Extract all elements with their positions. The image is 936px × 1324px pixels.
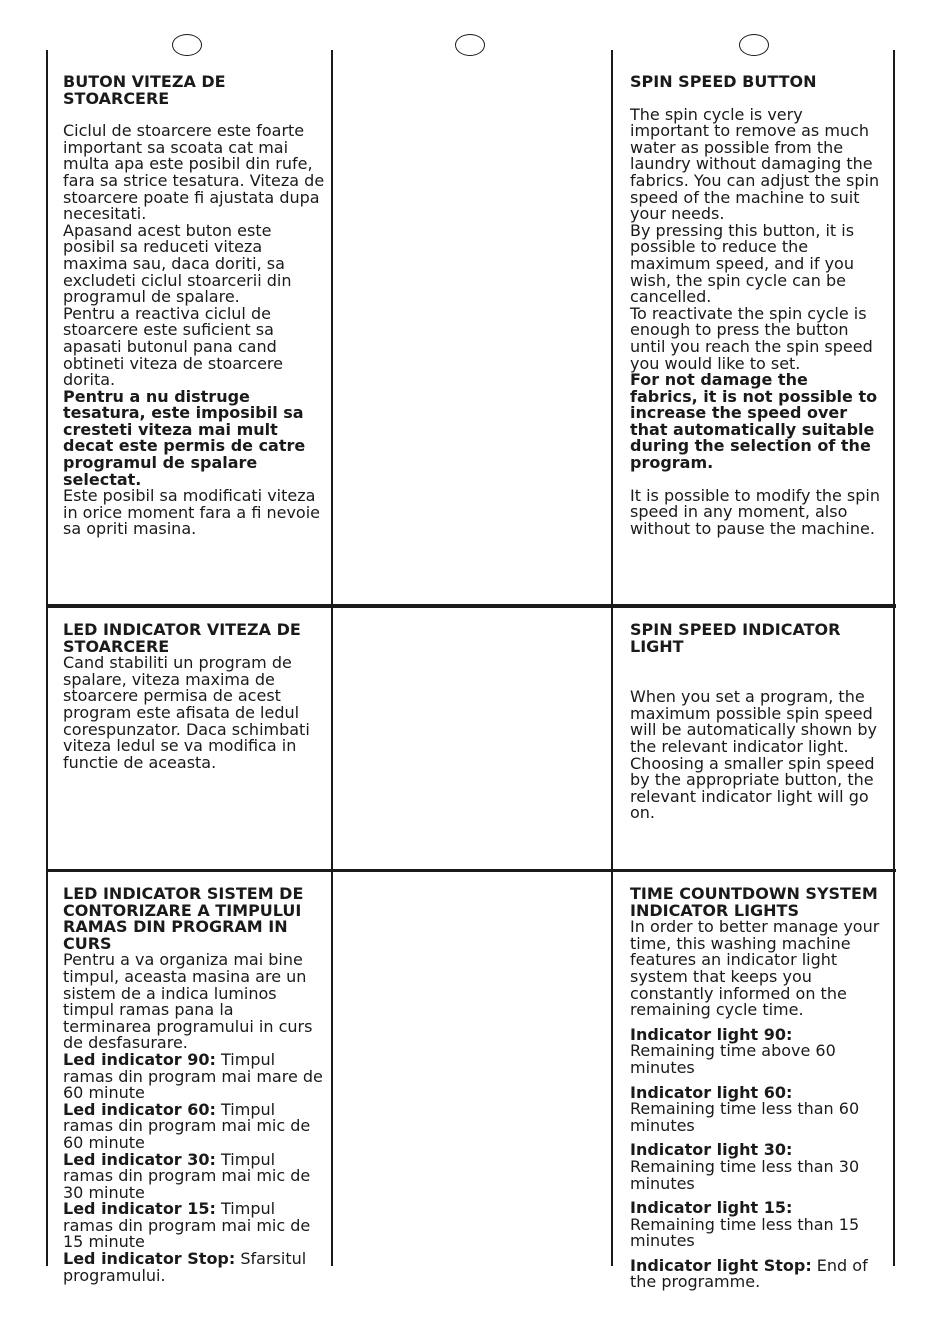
item-text: Timpul ramas din program mai mic de 15 minute [63,1199,311,1252]
section-title: SPIN SPEED BUTTON [630,72,817,91]
warning-paragraph: For not damage the fabrics, it is not possible to increase the speed over that automatically suitable during the selection of the program. [630,370,878,473]
list-item [63,1251,325,1284]
item-text: Sfarsitul programului. [63,1249,307,1285]
item-text: Remaining time less than 30 minutes [630,1156,860,1193]
item-label: Led indicator 60: [63,1099,216,1119]
list-item [63,1049,325,1103]
item-label: Indicator light 15: [630,1198,793,1218]
time-countdown-ro-cell [63,886,325,1284]
column-divider-middle-right [611,50,613,1266]
list-item [630,1024,880,1077]
item-text: Remaining time above 60 minutes [630,1041,836,1077]
item-text: Timpul ramas din program mai mare de 60 minute [63,1049,323,1103]
item-label: Led indicator Stop: [63,1249,236,1269]
spin-indicator-en-cell [630,622,880,822]
list-item [630,1200,880,1250]
list-item [630,1082,880,1135]
item-label: Led indicator 15: [63,1199,216,1219]
paragraph: By pressing this button, it is possible to reduce the maximum speed, and if you wish, the spin cycle can be cancelled. [630,220,855,307]
item-label: Indicator light 60: [630,1082,793,1102]
section-title: SPIN SPEED INDICATOR LIGHT [630,620,841,656]
list-item [63,1149,325,1202]
paragraph: Ciclul de stoarcere este foarte important sa scoata cat mai multa apa este posibil din rufe, fara sa strice tesatura. Viteza de stoarcere poate fi ajustata dupa necesitati. [63,121,325,224]
paragraph: Pentru a va organiza mai bine timpul, aceasta masina are un sistem de a indica luminos timpul ramas pana la terminarea programului in curs de desfasurare. [63,950,313,1053]
spin-button-ro-cell [63,74,325,538]
paragraph: Este posibil sa modificati viteza in orice moment fara a fi nevoie sa opriti masina. [63,486,321,539]
paragraph: Pentru a reactiva ciclul de stoarcere este suficient sa apasati butonul pana cand obtineti viteza de stoarcere dorita. [63,303,283,390]
section-title: LED INDICATOR VITEZA DE STOARCERE [63,620,301,656]
language-circle-en [739,34,769,56]
row-divider-2 [46,869,896,872]
section-title: BUTON VITEZA DE STOARCERE [63,72,226,108]
item-text: Timpul ramas din program mai mic de 30 minute [63,1149,311,1202]
list-item [630,1142,880,1192]
language-circle-middle [455,34,485,56]
spin-indicator-ro-cell [63,622,325,771]
warning-paragraph: Pentru a nu distruge tesatura, este imposibil sa cresteti viteza mai mult decat este permis de catre programul de spalare selectat. [63,386,306,489]
item-label: Led indicator 90: [63,1049,216,1069]
item-label: Indicator light 30: [630,1140,793,1160]
list-item [630,1255,880,1292]
time-countdown-en-cell [630,886,880,1291]
item-text: Timpul ramas din program mai mic de 60 minute [63,1099,311,1152]
item-text: Remaining time less than 60 minutes [630,1099,860,1135]
item-label: Indicator light Stop: [630,1255,812,1275]
section-title: TIME COUNTDOWN SYSTEM INDICATOR LIGHTS [630,884,878,920]
item-text: End of the programme. [630,1255,868,1292]
spin-button-en-cell [630,74,880,537]
paragraph: Choosing a smaller spin speed by the appropriate button, the relevant indicator light will go on. [630,753,875,823]
paragraph: Cand stabiliti un program de spalare, viteza maxima de stoarcere permisa de acest program este afisata de ledul corespunzator. Daca schimbati viteza ledul se va modifica in functie de aceasta. [63,653,310,772]
paragraph: The spin cycle is very important to remove as much water as possible from the laundry without damaging the fabrics. You can adjust the spin speed of the machine to suit your needs. [630,104,880,224]
column-divider-middle-left [331,50,333,1266]
paragraph: To reactivate the spin cycle is enough to press the button until you reach the spin speed you would like to set. [630,303,873,373]
list-item [63,1201,325,1251]
item-label: Indicator light 90: [630,1024,793,1044]
paragraph: Apasand acest buton este posibil sa reduceti viteza maxima sau, daca doriti, sa excludeti ciclul stoarcerii din programul de spalare. [63,220,292,307]
language-circle-ro [172,34,202,56]
paragraph: It is possible to modify the spin speed in any moment, also without to pause the machine. [630,485,880,538]
item-label: Led indicator 30: [63,1149,216,1169]
list-item [63,1099,325,1152]
section-title: LED INDICATOR SISTEM DE CONTORIZARE A TIMPULUI RAMAS DIN PROGRAM IN CURS [63,884,304,953]
column-divider-right [893,50,895,1266]
paragraph: In order to better manage your time, this washing machine features an indicator light system that keeps you constantly informed on the remaining cycle time. [630,917,880,1020]
row-divider-1 [46,604,896,608]
paragraph: When you set a program, the maximum possible spin speed will be automatically shown by the relevant indicator light. [630,687,877,756]
column-divider-left [46,50,48,1266]
item-text: Remaining time less than 15 minutes [630,1214,860,1251]
